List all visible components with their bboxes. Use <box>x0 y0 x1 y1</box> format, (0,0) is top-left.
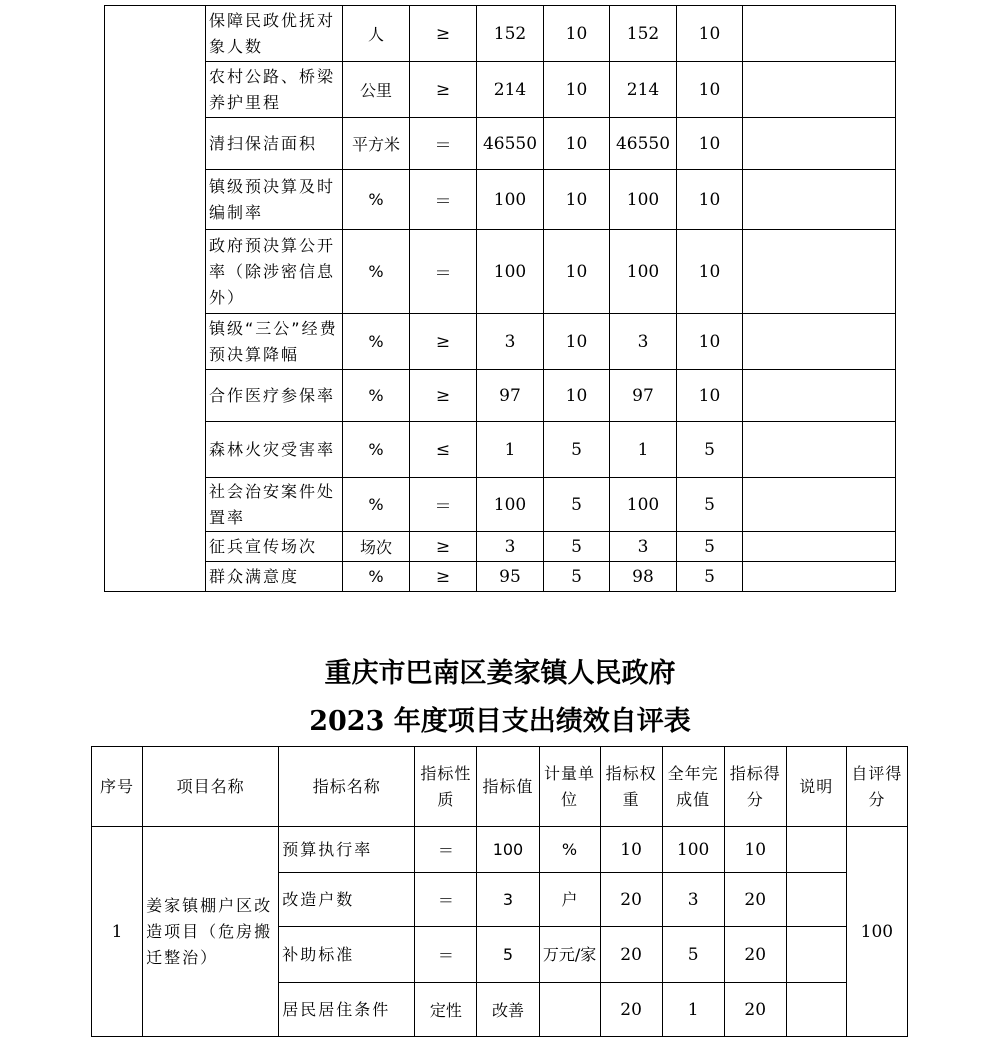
weight-cell: 10 <box>544 6 610 62</box>
header-weight: 指标权重 <box>600 747 662 827</box>
self-score-cell: 100 <box>846 827 907 1037</box>
unit-cell: % <box>539 827 600 873</box>
score-cell: 20 <box>724 983 786 1037</box>
note-cell <box>743 370 896 422</box>
score-cell: 10 <box>677 314 743 370</box>
indicator-name-cell: 居民居住条件 <box>279 983 415 1037</box>
note-cell <box>786 873 846 927</box>
unit-cell: 场次 <box>343 532 410 562</box>
target-value-cell: 214 <box>477 62 544 118</box>
score-cell: 10 <box>677 170 743 230</box>
note-cell <box>743 562 896 592</box>
note-cell <box>743 532 896 562</box>
indicator-name-cell: 镇级预决算及时编制率 <box>206 170 343 230</box>
operator-cell: ＝ <box>410 478 477 532</box>
actual-value-cell: 46550 <box>610 118 677 170</box>
weight-cell: 20 <box>600 873 662 927</box>
operator-cell: ≥ <box>410 562 477 592</box>
score-cell: 10 <box>677 230 743 314</box>
score-cell: 20 <box>724 927 786 983</box>
actual-value-cell: 5 <box>662 927 724 983</box>
weight-cell: 5 <box>544 422 610 478</box>
target-value-cell: 46550 <box>477 118 544 170</box>
header-self-score: 自评得分 <box>846 747 907 827</box>
title-line-2: 2023 年度项目支出绩效自评表 <box>309 706 691 737</box>
value-cell: 100 <box>477 827 539 873</box>
actual-value-cell: 98 <box>610 562 677 592</box>
indicator-name-cell: 农村公路、桥梁养护里程 <box>206 62 343 118</box>
indicator-name-cell: 社会治安案件处置率 <box>206 478 343 532</box>
header-unit: 计量单位 <box>539 747 600 827</box>
project-evaluation-table <box>91 746 908 1037</box>
target-value-cell: 100 <box>477 230 544 314</box>
weight-cell: 10 <box>544 62 610 118</box>
unit-cell: % <box>343 170 410 230</box>
project-name-cell: 姜家镇棚户区改造项目（危房搬迁整治） <box>143 827 279 1037</box>
target-value-cell: 100 <box>477 170 544 230</box>
target-value-cell: 97 <box>477 370 544 422</box>
note-cell <box>743 62 896 118</box>
indicator-name-cell: 改造户数 <box>279 873 415 927</box>
score-cell: 5 <box>677 562 743 592</box>
table-row <box>105 314 896 370</box>
weight-cell: 10 <box>544 314 610 370</box>
actual-value-cell: 100 <box>662 827 724 873</box>
table-row <box>105 118 896 170</box>
operator-cell: ≥ <box>410 62 477 118</box>
unit-cell: % <box>343 422 410 478</box>
page-title <box>0 650 1000 746</box>
actual-value-cell: 100 <box>610 478 677 532</box>
unit-cell: 万元/家 <box>539 927 600 983</box>
target-value-cell: 152 <box>477 6 544 62</box>
unit-cell: % <box>343 230 410 314</box>
weight-cell: 20 <box>600 927 662 983</box>
weight-cell: 5 <box>544 562 610 592</box>
score-cell: 5 <box>677 478 743 532</box>
nature-cell: ＝ <box>415 927 477 983</box>
score-cell: 5 <box>677 532 743 562</box>
header-nature: 指标性质 <box>415 747 477 827</box>
header-actual: 全年完成值 <box>662 747 724 827</box>
weight-cell: 10 <box>544 370 610 422</box>
indicator-name-cell: 保障民政优抚对象人数 <box>206 6 343 62</box>
target-value-cell: 1 <box>477 422 544 478</box>
header-score: 指标得分 <box>724 747 786 827</box>
note-cell <box>786 927 846 983</box>
score-cell: 5 <box>677 422 743 478</box>
actual-value-cell: 214 <box>610 62 677 118</box>
table-row <box>105 478 896 532</box>
value-cell: 5 <box>477 927 539 983</box>
unit-cell <box>539 983 600 1037</box>
seq-cell: 1 <box>92 827 143 1037</box>
note-cell <box>786 827 846 873</box>
table-row <box>105 6 896 62</box>
actual-value-cell: 3 <box>610 314 677 370</box>
indicator-table-top <box>104 5 896 592</box>
note-cell <box>743 478 896 532</box>
score-cell: 10 <box>677 6 743 62</box>
operator-cell: ≥ <box>410 370 477 422</box>
actual-value-cell: 100 <box>610 230 677 314</box>
note-cell <box>743 314 896 370</box>
indicator-name-cell: 政府预决算公开率（除涉密信息外） <box>206 230 343 314</box>
note-cell <box>743 422 896 478</box>
indicator-name-cell: 森林火灾受害率 <box>206 422 343 478</box>
header-seq: 序号 <box>92 747 143 827</box>
header-project: 项目名称 <box>143 747 279 827</box>
table-row <box>105 370 896 422</box>
table-row <box>105 422 896 478</box>
weight-cell: 20 <box>600 983 662 1037</box>
indicator-name-cell: 预算执行率 <box>279 827 415 873</box>
actual-value-cell: 1 <box>662 983 724 1037</box>
actual-value-cell: 100 <box>610 170 677 230</box>
indicator-name-cell: 征兵宣传场次 <box>206 532 343 562</box>
table-row <box>105 170 896 230</box>
unit-cell: 户 <box>539 873 600 927</box>
operator-cell: ＝ <box>410 170 477 230</box>
target-value-cell: 3 <box>477 532 544 562</box>
indicator-name-cell: 镇级“三公”经费预决算降幅 <box>206 314 343 370</box>
indicator-name-cell: 群众满意度 <box>206 562 343 592</box>
weight-cell: 10 <box>544 230 610 314</box>
header-note: 说明 <box>786 747 846 827</box>
note-cell <box>743 6 896 62</box>
weight-cell: 10 <box>544 170 610 230</box>
actual-value-cell: 1 <box>610 422 677 478</box>
target-value-cell: 100 <box>477 478 544 532</box>
note-cell <box>743 118 896 170</box>
nature-cell: ＝ <box>415 827 477 873</box>
target-value-cell: 95 <box>477 562 544 592</box>
unit-cell: 公里 <box>343 62 410 118</box>
table-row <box>105 562 896 592</box>
unit-cell: % <box>343 314 410 370</box>
unit-cell: 平方米 <box>343 118 410 170</box>
operator-cell: ≥ <box>410 314 477 370</box>
header-row <box>92 747 908 827</box>
unit-cell: % <box>343 370 410 422</box>
unit-cell: 人 <box>343 6 410 62</box>
nature-cell: 定性 <box>415 983 477 1037</box>
operator-cell: ≥ <box>410 532 477 562</box>
table-row <box>105 230 896 314</box>
weight-cell: 5 <box>544 478 610 532</box>
operator-cell: ＝ <box>410 118 477 170</box>
weight-cell: 10 <box>600 827 662 873</box>
score-cell: 10 <box>677 62 743 118</box>
indicator-name-cell: 合作医疗参保率 <box>206 370 343 422</box>
note-cell <box>743 170 896 230</box>
note-cell <box>786 983 846 1037</box>
operator-cell: ≥ <box>410 6 477 62</box>
operator-cell: ＝ <box>410 230 477 314</box>
unit-cell: % <box>343 562 410 592</box>
header-indicator: 指标名称 <box>279 747 415 827</box>
score-cell: 10 <box>724 827 786 873</box>
value-cell: 3 <box>477 873 539 927</box>
value-cell: 改善 <box>477 983 539 1037</box>
category-cell <box>105 6 206 592</box>
unit-cell: % <box>343 478 410 532</box>
weight-cell: 5 <box>544 532 610 562</box>
weight-cell: 10 <box>544 118 610 170</box>
nature-cell: ＝ <box>415 873 477 927</box>
actual-value-cell: 3 <box>610 532 677 562</box>
note-cell <box>743 230 896 314</box>
operator-cell: ≤ <box>410 422 477 478</box>
title-line-1: 重庆市巴南区姜家镇人民政府 <box>324 658 676 689</box>
indicator-name-cell: 补助标准 <box>279 927 415 983</box>
header-value: 指标值 <box>477 747 539 827</box>
score-cell: 20 <box>724 873 786 927</box>
table-row <box>105 532 896 562</box>
target-value-cell: 3 <box>477 314 544 370</box>
score-cell: 10 <box>677 118 743 170</box>
table-row <box>105 62 896 118</box>
table-row <box>92 827 908 873</box>
indicator-name-cell: 清扫保洁面积 <box>206 118 343 170</box>
score-cell: 10 <box>677 370 743 422</box>
actual-value-cell: 97 <box>610 370 677 422</box>
actual-value-cell: 3 <box>662 873 724 927</box>
actual-value-cell: 152 <box>610 6 677 62</box>
